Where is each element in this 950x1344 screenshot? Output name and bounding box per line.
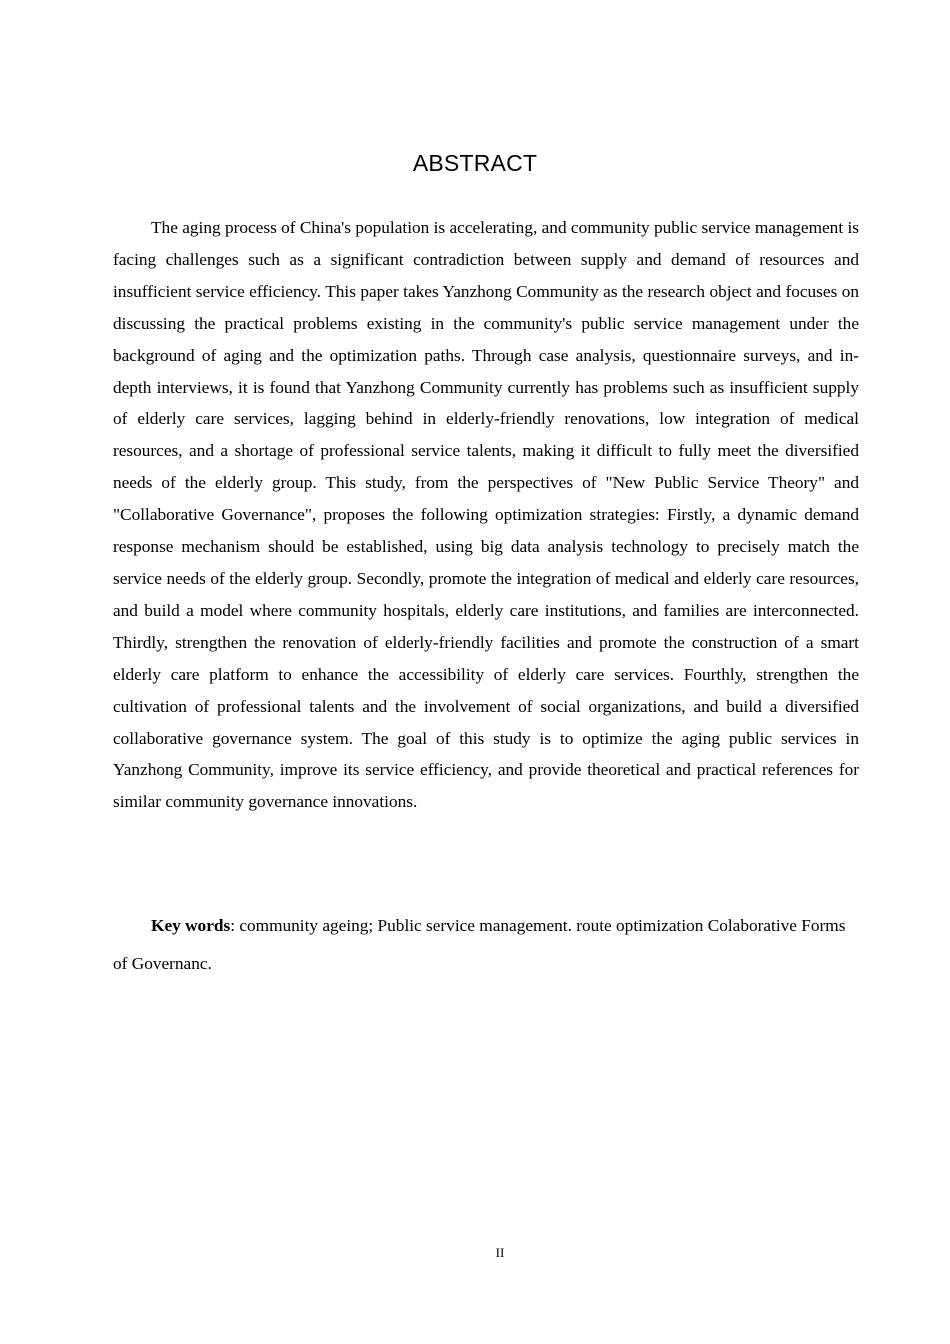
abstract-body: The aging process of China's population is accelerating, and community public service management is facing challenges such as a significant contradiction between supply and demand of resources and insufficient service efficiency. This paper takes Yanzhong Community as the research object and focuses on discussing the practical problems existing in the community's public service management under the background of aging and the optimization paths. Through case analysis, questionnaire surveys, and in-depth interviews, it is found that Yanzhong Community currently has problems such as insufficient supply of elderly care services, lagging behind in elderly-friendly renovations, low integration of medical resources, and a shortage of professional service talents, making it difficult to fully meet the diversified needs of the elderly group. This study, from the perspectives of "New Public Service Theory" and "Collaborative Governance", proposes the following optimization strategies: Firstly, a dynamic demand response mechanism should be established, using big data analysis technology to precisely match the service needs of the elderly group. Secondly, promote the integration of medical and elderly care resources, and build a model where community hospitals, elderly care institutions, and families are interconnected. Thirdly, strengthen the renovation of elderly-friendly facilities and promote the construction of a smart elderly care platform to enhance the accessibility of elderly care services. Fourthly, strengthen the cultivation of professional talents and the involvement of social organizations, and build a diversified collaborative governance system. The goal of this study is to optimize the aging public services in Yanzhong Community, improve its service efficiency, and provide theoretical and practical references for similar community governance innovations.	[113, 218, 859, 812]
page-number: II	[495, 1245, 505, 1260]
abstract-title: ABSTRACT	[412, 150, 538, 176]
keywords-text: : community ageing; Public service management. route optimization Colaborative Forms of Governanc.	[113, 916, 846, 973]
keywords-paragraph	[113, 907, 859, 983]
keywords-label: Key words	[151, 916, 231, 935]
